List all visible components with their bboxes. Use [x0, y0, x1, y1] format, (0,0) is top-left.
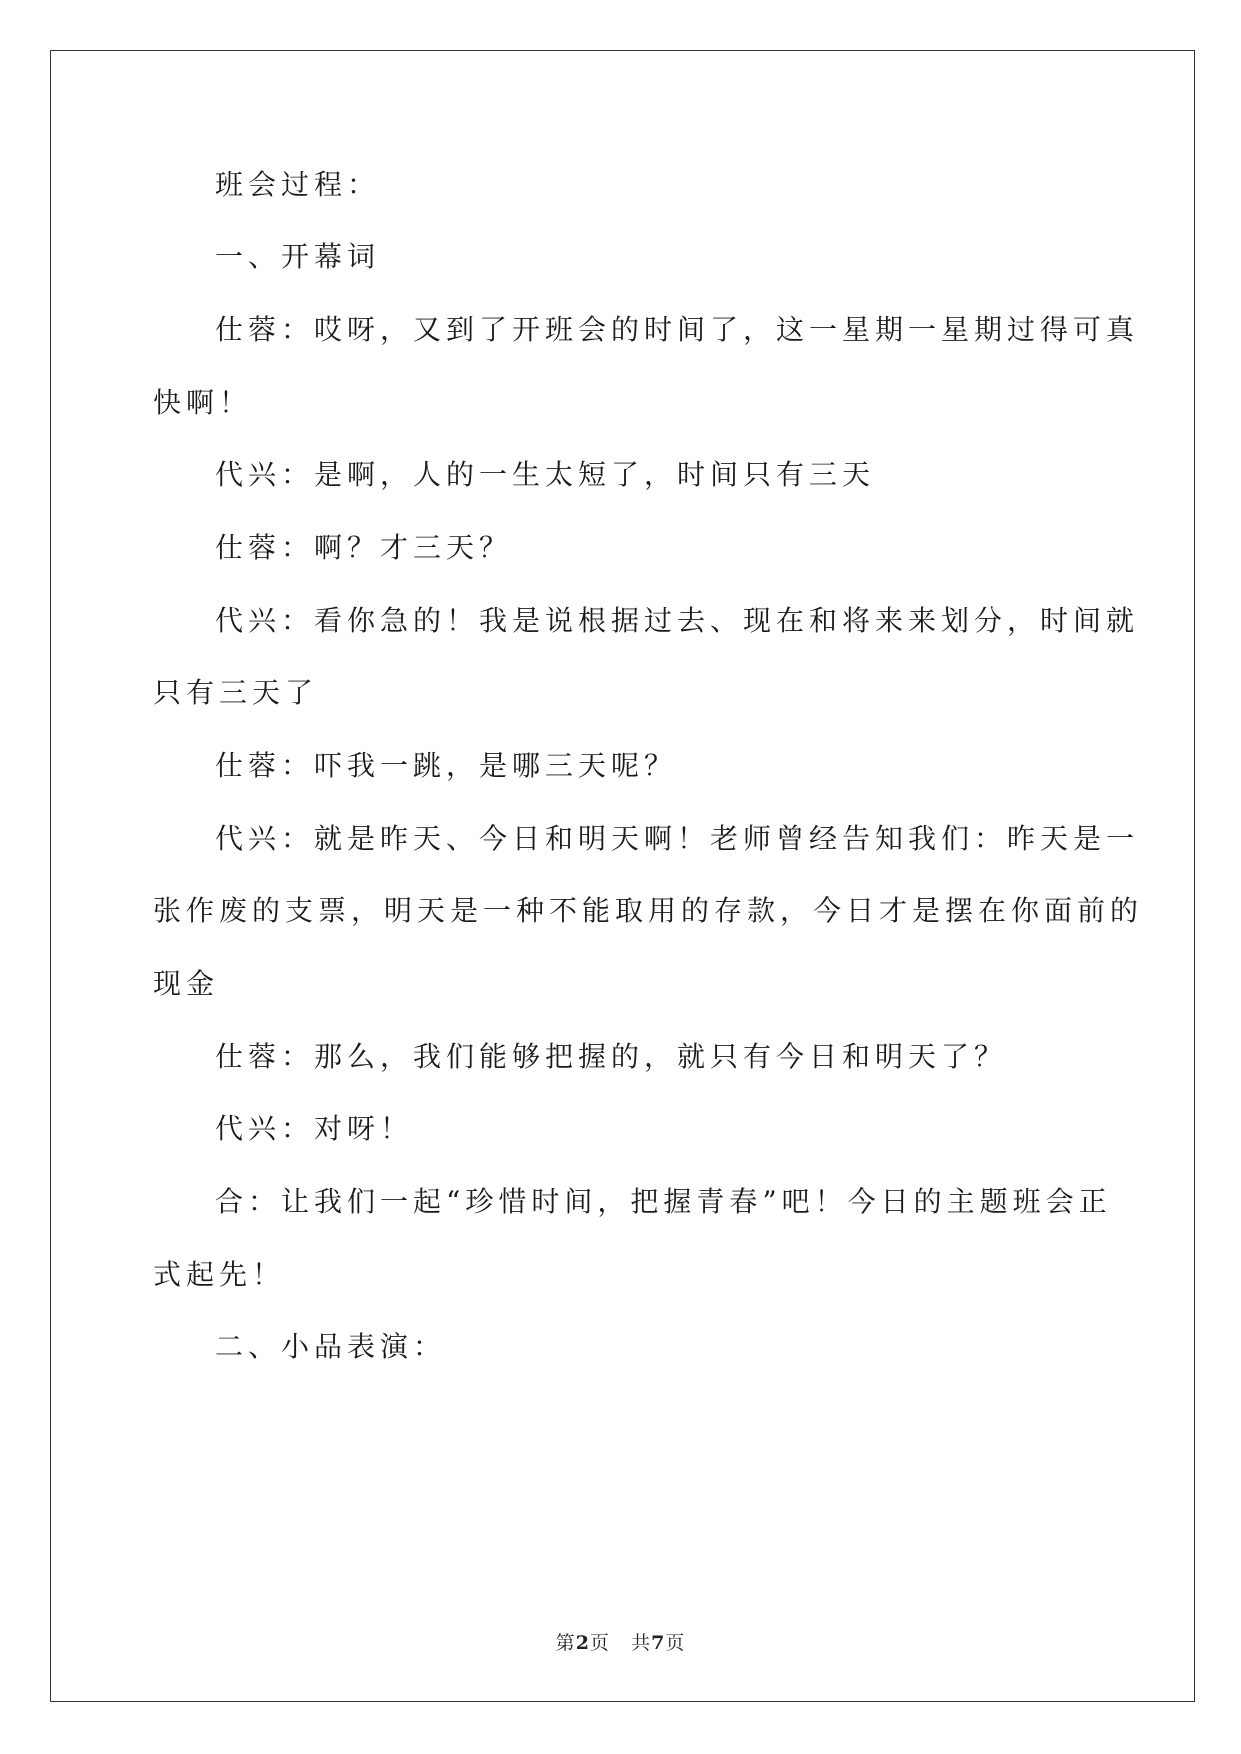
text-line: 仕蓉：吓我一跳，是哪三天呢？: [215, 749, 678, 782]
total-pages: 7: [651, 1632, 666, 1654]
text-line: 快啊！: [153, 386, 253, 419]
footer-page-suffix: 页: [589, 1632, 610, 1654]
text-line: 代兴：看你急的！我是说根据过去、现在和将来来划分，时间就: [215, 604, 1140, 637]
footer-prefix: 第: [555, 1632, 576, 1654]
text-line: 只有三天了: [153, 676, 319, 709]
text-line: 合：让我们一起“珍惜时间，把握青春”吧！今日的主题班会正: [215, 1185, 1112, 1218]
text-line: 现金: [153, 967, 220, 1000]
text-line: 仕蓉：啊？才三天？: [215, 531, 513, 564]
text-line: 代兴：对呀！: [215, 1112, 414, 1145]
text-line: 班会过程：: [215, 168, 381, 201]
text-line: 张作废的支票，明天是一种不能取用的存款，今日才是摆在你面前的: [153, 894, 1144, 927]
page-number: 2: [575, 1632, 590, 1654]
footer-total-suffix: 页: [665, 1632, 686, 1654]
page-footer: [0, 1628, 1241, 1655]
page-border: [50, 50, 1195, 1702]
text-line: 仕蓉：哎呀，又到了开班会的时间了，这一星期一星期过得可真: [215, 313, 1140, 346]
text-line: 仕蓉：那么，我们能够把握的，就只有今日和明天了？: [215, 1040, 1008, 1073]
text-line: 式起先！: [153, 1258, 286, 1291]
text-line: 一、开幕词: [215, 240, 381, 273]
text-line: 二、小品表演：: [215, 1330, 447, 1363]
text-line: 代兴：是啊，人的一生太短了，时间只有三天: [215, 458, 876, 491]
text-line: 代兴：就是昨天、今日和明天啊！老师曾经告知我们：昨天是一: [215, 822, 1140, 855]
footer-total-prefix: 共: [631, 1632, 652, 1654]
